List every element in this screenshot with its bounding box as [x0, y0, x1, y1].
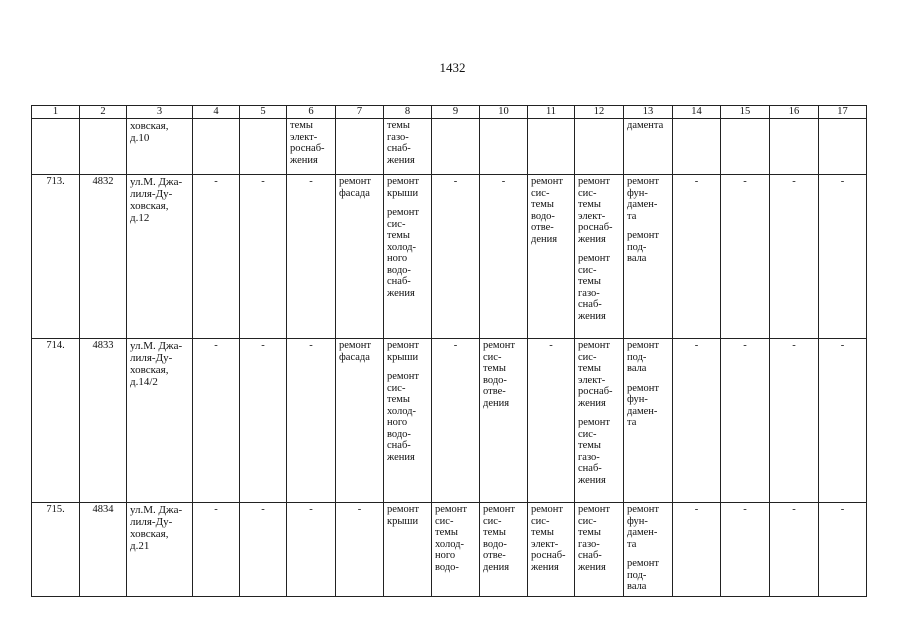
repair-work-item	[627, 340, 669, 375]
empty-dash-cell: -	[770, 339, 819, 503]
column-header: 5	[240, 106, 287, 119]
repair-work-line: сис-	[531, 515, 550, 527]
repair-work-line: жения	[387, 154, 415, 166]
repair-work-item	[578, 417, 620, 486]
row-number: 715.	[32, 503, 80, 597]
repair-work-line: та	[627, 538, 637, 550]
repair-work-line: снаб-	[387, 276, 411, 287]
column-header: 2	[80, 106, 127, 119]
repair-work-item	[435, 504, 476, 573]
repair-work-line: темы	[290, 120, 313, 131]
page-number: 1432	[439, 60, 466, 75]
repair-work-line: ремонт	[627, 176, 660, 187]
table-row	[32, 175, 867, 339]
repair-work-line: темы	[531, 527, 554, 538]
repair-work-line: темы	[578, 199, 601, 210]
repair-work-line: ремонт	[627, 230, 660, 241]
repair-work-line: фасада	[339, 187, 370, 199]
repair-work-line: вала	[627, 581, 647, 592]
repair-work-line: темы	[387, 120, 410, 131]
repair-work-cell	[528, 119, 575, 175]
repair-work-line: сис-	[578, 264, 597, 276]
repair-work-cell	[480, 119, 528, 175]
empty-dash-cell: -	[673, 503, 721, 597]
repair-work-item	[531, 176, 571, 245]
repair-work-line: роснаб-	[578, 386, 613, 397]
repair-work-line: водо-	[435, 561, 459, 573]
empty-dash-cell: -	[819, 503, 867, 597]
repair-work-line: отве-	[483, 550, 506, 561]
empty-dash-cell: -	[819, 175, 867, 339]
repair-work-cell	[721, 119, 770, 175]
repair-work-line: элект-	[531, 538, 559, 550]
repair-work-item	[387, 504, 428, 527]
empty-dash-cell: -	[432, 175, 480, 339]
column-header: 11	[528, 106, 575, 119]
repair-work-line: водо-	[483, 538, 507, 550]
empty-dash-cell: -	[770, 503, 819, 597]
repair-work-line: ремонт	[578, 176, 611, 187]
repair-work-line: сис-	[387, 382, 406, 394]
repair-work-item	[387, 120, 428, 166]
address-line: д.12	[130, 212, 150, 224]
repair-work-line: под-	[627, 569, 647, 581]
repair-work-line: дамента	[627, 120, 664, 131]
repair-work-line: роснаб-	[578, 222, 613, 233]
repair-work-item	[387, 340, 428, 363]
repair-work-item	[627, 230, 669, 265]
empty-dash-cell: -	[721, 339, 770, 503]
repair-work-line: ремонт	[339, 340, 372, 351]
repair-work-cell	[480, 339, 528, 503]
row-number: 714.	[32, 339, 80, 503]
repair-work-cell	[384, 339, 432, 503]
repair-work-item	[290, 120, 332, 166]
empty-dash-cell: -	[336, 503, 384, 597]
empty-dash-cell: -	[721, 175, 770, 339]
repair-work-cell	[528, 503, 575, 597]
address-line: д.14/2	[130, 376, 158, 388]
repair-work-line: темы	[578, 527, 601, 538]
repair-work-line: сис-	[435, 515, 454, 527]
repair-work-line: фун-	[627, 394, 648, 405]
address-line: ховская,	[130, 364, 169, 376]
repair-work-line: вала	[627, 253, 647, 264]
repair-work-line: холод-	[387, 405, 416, 417]
repair-work-line: ного	[387, 417, 408, 428]
repair-work-line: отве-	[483, 386, 506, 397]
repair-work-item	[627, 558, 669, 593]
repair-work-line: ремонт	[387, 340, 420, 351]
building-code: 4834	[80, 503, 127, 597]
repair-work-line: фун-	[627, 187, 648, 199]
column-header: 13	[624, 106, 673, 119]
repair-work-line: жения	[578, 474, 606, 486]
repair-work-line: ремонт	[627, 504, 660, 515]
repair-work-line: ремонт	[387, 207, 420, 218]
repair-work-item	[627, 176, 669, 222]
repair-work-line: под-	[627, 351, 647, 363]
repair-work-cell	[336, 175, 384, 339]
repair-work-line: элект-	[578, 374, 606, 386]
table-row	[32, 119, 867, 175]
repair-work-line: жения	[531, 561, 559, 573]
repair-work-line: холод-	[387, 241, 416, 253]
repair-work-item	[578, 504, 620, 573]
repair-work-cell	[287, 119, 336, 175]
repair-work-line: вала	[627, 363, 647, 374]
repair-work-line: темы	[387, 230, 410, 241]
repair-work-line: под-	[627, 241, 647, 253]
repair-work-line: сис-	[531, 187, 550, 199]
repair-work-line: темы	[578, 440, 601, 451]
repair-work-cell	[384, 503, 432, 597]
repair-work-cell	[575, 119, 624, 175]
repair-work-line: дамен-	[627, 527, 658, 538]
row-number	[32, 119, 80, 175]
address-line: ул.М. Джа-	[130, 340, 183, 352]
repair-work-cell	[384, 119, 432, 175]
repair-work-line: темы	[435, 527, 458, 538]
repair-work-line: темы	[578, 363, 601, 374]
repair-work-cell	[432, 119, 480, 175]
address-line: ховская,	[130, 120, 169, 132]
repair-work-line: ремонт	[483, 340, 516, 351]
repair-work-line: ремонт	[627, 382, 660, 394]
repair-work-line: снаб-	[578, 550, 602, 561]
empty-dash-cell: -	[819, 339, 867, 503]
repair-work-line: жения	[387, 287, 415, 299]
column-header: 7	[336, 106, 384, 119]
building-code: 4832	[80, 175, 127, 339]
repair-work-item	[339, 176, 380, 199]
repair-schedule-table	[31, 105, 867, 597]
column-header: 12	[575, 106, 624, 119]
repair-work-line: темы	[387, 394, 410, 405]
repair-work-line: дамен-	[627, 405, 658, 417]
building-code	[80, 119, 127, 175]
address-cell	[127, 503, 193, 597]
repair-work-line: жения	[578, 397, 606, 409]
repair-work-item	[627, 120, 669, 132]
repair-work-line: ремонт	[627, 340, 660, 351]
repair-work-line: отве-	[531, 222, 554, 233]
empty-dash-cell: -	[721, 503, 770, 597]
repair-work-line: сис-	[578, 428, 597, 440]
repair-work-line: темы	[483, 363, 506, 374]
repair-work-line: газо-	[578, 538, 600, 550]
repair-work-line: жения	[387, 451, 415, 463]
repair-work-line: та	[627, 417, 637, 428]
repair-work-item	[339, 340, 380, 363]
repair-work-item	[483, 340, 524, 409]
empty-dash-cell: -	[240, 175, 287, 339]
address-line: д.21	[130, 540, 150, 552]
repair-work-line: темы	[531, 199, 554, 210]
repair-work-line: ремонт	[578, 340, 611, 351]
repair-work-line: сис-	[387, 218, 406, 230]
repair-work-item	[387, 371, 428, 463]
repair-work-cell	[336, 339, 384, 503]
repair-work-line: водо-	[387, 264, 411, 276]
repair-work-item	[483, 504, 524, 573]
repair-work-line: сис-	[483, 515, 502, 527]
repair-work-line: жения	[578, 233, 606, 245]
repair-work-cell	[673, 119, 721, 175]
column-header: 16	[770, 106, 819, 119]
empty-dash-cell: -	[287, 339, 336, 503]
empty-dash-cell: -	[480, 175, 528, 339]
repair-work-line: ремонт	[578, 417, 611, 428]
address-line: лиля-Ду-	[130, 188, 173, 200]
repair-work-line: водо-	[387, 428, 411, 440]
column-header: 8	[384, 106, 432, 119]
repair-work-line: элект-	[290, 131, 318, 143]
column-header: 9	[432, 106, 480, 119]
repair-work-cell	[240, 119, 287, 175]
address-cell	[127, 175, 193, 339]
repair-work-cell	[528, 175, 575, 339]
empty-dash-cell: -	[673, 339, 721, 503]
repair-work-cell	[624, 339, 673, 503]
repair-work-line: ремонт	[483, 504, 516, 515]
repair-work-line: дения	[483, 397, 510, 409]
repair-work-cell	[575, 339, 624, 503]
column-header: 17	[819, 106, 867, 119]
repair-work-cell	[624, 503, 673, 597]
repair-work-line: ремонт	[578, 504, 611, 515]
table-row	[32, 503, 867, 597]
repair-work-line: дамен-	[627, 199, 658, 210]
repair-work-item	[531, 504, 571, 573]
empty-dash-cell: -	[193, 339, 240, 503]
repair-work-cell	[624, 119, 673, 175]
repair-work-cell	[480, 503, 528, 597]
repair-work-item	[578, 253, 620, 322]
repair-work-line: снаб-	[387, 440, 411, 451]
repair-work-line: ремонт	[531, 176, 564, 187]
repair-work-line: ремонт	[339, 176, 372, 187]
repair-work-line: водо-	[483, 374, 507, 386]
repair-work-item	[627, 504, 669, 550]
repair-work-cell	[575, 503, 624, 597]
repair-work-line: сис-	[483, 351, 502, 363]
row-number: 713.	[32, 175, 80, 339]
empty-dash-cell: -	[432, 339, 480, 503]
repair-work-line: жения	[578, 310, 606, 322]
building-code: 4833	[80, 339, 127, 503]
repair-work-line: фун-	[627, 515, 648, 527]
repair-work-line: крыши	[387, 187, 419, 199]
repair-work-line: сис-	[578, 515, 597, 527]
address-line: ховская,	[130, 528, 169, 540]
repair-work-line: снаб-	[578, 299, 602, 310]
repair-work-line: дения	[483, 561, 510, 573]
column-header: 4	[193, 106, 240, 119]
repair-work-line: роснаб-	[531, 550, 566, 561]
empty-dash-cell: -	[287, 503, 336, 597]
repair-work-line: сис-	[578, 351, 597, 363]
repair-work-line: ремонт	[435, 504, 468, 515]
repair-work-line: ремонт	[627, 558, 660, 569]
repair-work-line: дения	[531, 233, 558, 245]
repair-work-cell	[575, 175, 624, 339]
repair-work-cell	[819, 119, 867, 175]
column-header: 6	[287, 106, 336, 119]
repair-work-line: холод-	[435, 538, 464, 550]
repair-work-line: ного	[387, 253, 408, 264]
repair-work-line: жения	[578, 561, 606, 573]
repair-work-line: газо-	[387, 131, 409, 143]
repair-work-line: ремонт	[531, 504, 564, 515]
repair-work-line: снаб-	[387, 143, 411, 154]
repair-work-line: ного	[435, 550, 456, 561]
column-header: 15	[721, 106, 770, 119]
address-cell	[127, 119, 193, 175]
repair-work-item	[578, 176, 620, 245]
address-line: ул.М. Джа-	[130, 176, 183, 188]
repair-work-line: водо-	[531, 210, 555, 222]
empty-dash-cell: -	[240, 339, 287, 503]
repair-work-line: крыши	[387, 351, 419, 363]
header-row	[32, 106, 867, 119]
repair-work-cell	[384, 175, 432, 339]
empty-dash-cell: -	[193, 175, 240, 339]
repair-work-line: сис-	[578, 187, 597, 199]
column-header: 3	[127, 106, 193, 119]
repair-work-item	[387, 207, 428, 299]
repair-work-line: снаб-	[578, 463, 602, 474]
repair-work-line: та	[627, 210, 637, 222]
empty-dash-cell: -	[240, 503, 287, 597]
repair-work-line: темы	[483, 527, 506, 538]
repair-work-item	[627, 383, 669, 429]
column-header: 1	[32, 106, 80, 119]
repair-work-cell	[770, 119, 819, 175]
address-line: ул.М. Джа-	[130, 504, 183, 516]
column-header: 10	[480, 106, 528, 119]
repair-work-cell	[336, 119, 384, 175]
empty-dash-cell: -	[193, 503, 240, 597]
address-cell	[127, 339, 193, 503]
repair-work-line: ремонт	[387, 504, 420, 515]
table-row	[32, 339, 867, 503]
repair-work-line: темы	[578, 276, 601, 287]
empty-dash-cell: -	[770, 175, 819, 339]
repair-work-line: ремонт	[387, 176, 420, 187]
repair-work-line: газо-	[578, 451, 600, 463]
address-line: лиля-Ду-	[130, 516, 173, 528]
address-line: ховская,	[130, 200, 169, 212]
repair-work-line: жения	[290, 154, 318, 166]
repair-work-line: газо-	[578, 287, 600, 299]
address-line: лиля-Ду-	[130, 352, 173, 364]
repair-work-line: ремонт	[387, 371, 420, 382]
empty-dash-cell: -	[528, 339, 575, 503]
empty-dash-cell: -	[287, 175, 336, 339]
repair-work-line: роснаб-	[290, 143, 325, 154]
repair-work-line: крыши	[387, 515, 419, 527]
repair-work-cell	[624, 175, 673, 339]
repair-work-item	[387, 176, 428, 199]
repair-work-cell	[432, 503, 480, 597]
repair-work-line: фасада	[339, 351, 370, 363]
empty-dash-cell: -	[673, 175, 721, 339]
repair-work-line: ремонт	[578, 253, 611, 264]
repair-work-cell	[193, 119, 240, 175]
repair-work-item	[578, 340, 620, 409]
repair-work-line: элект-	[578, 210, 606, 222]
address-line: д.10	[130, 132, 150, 144]
column-header: 14	[673, 106, 721, 119]
